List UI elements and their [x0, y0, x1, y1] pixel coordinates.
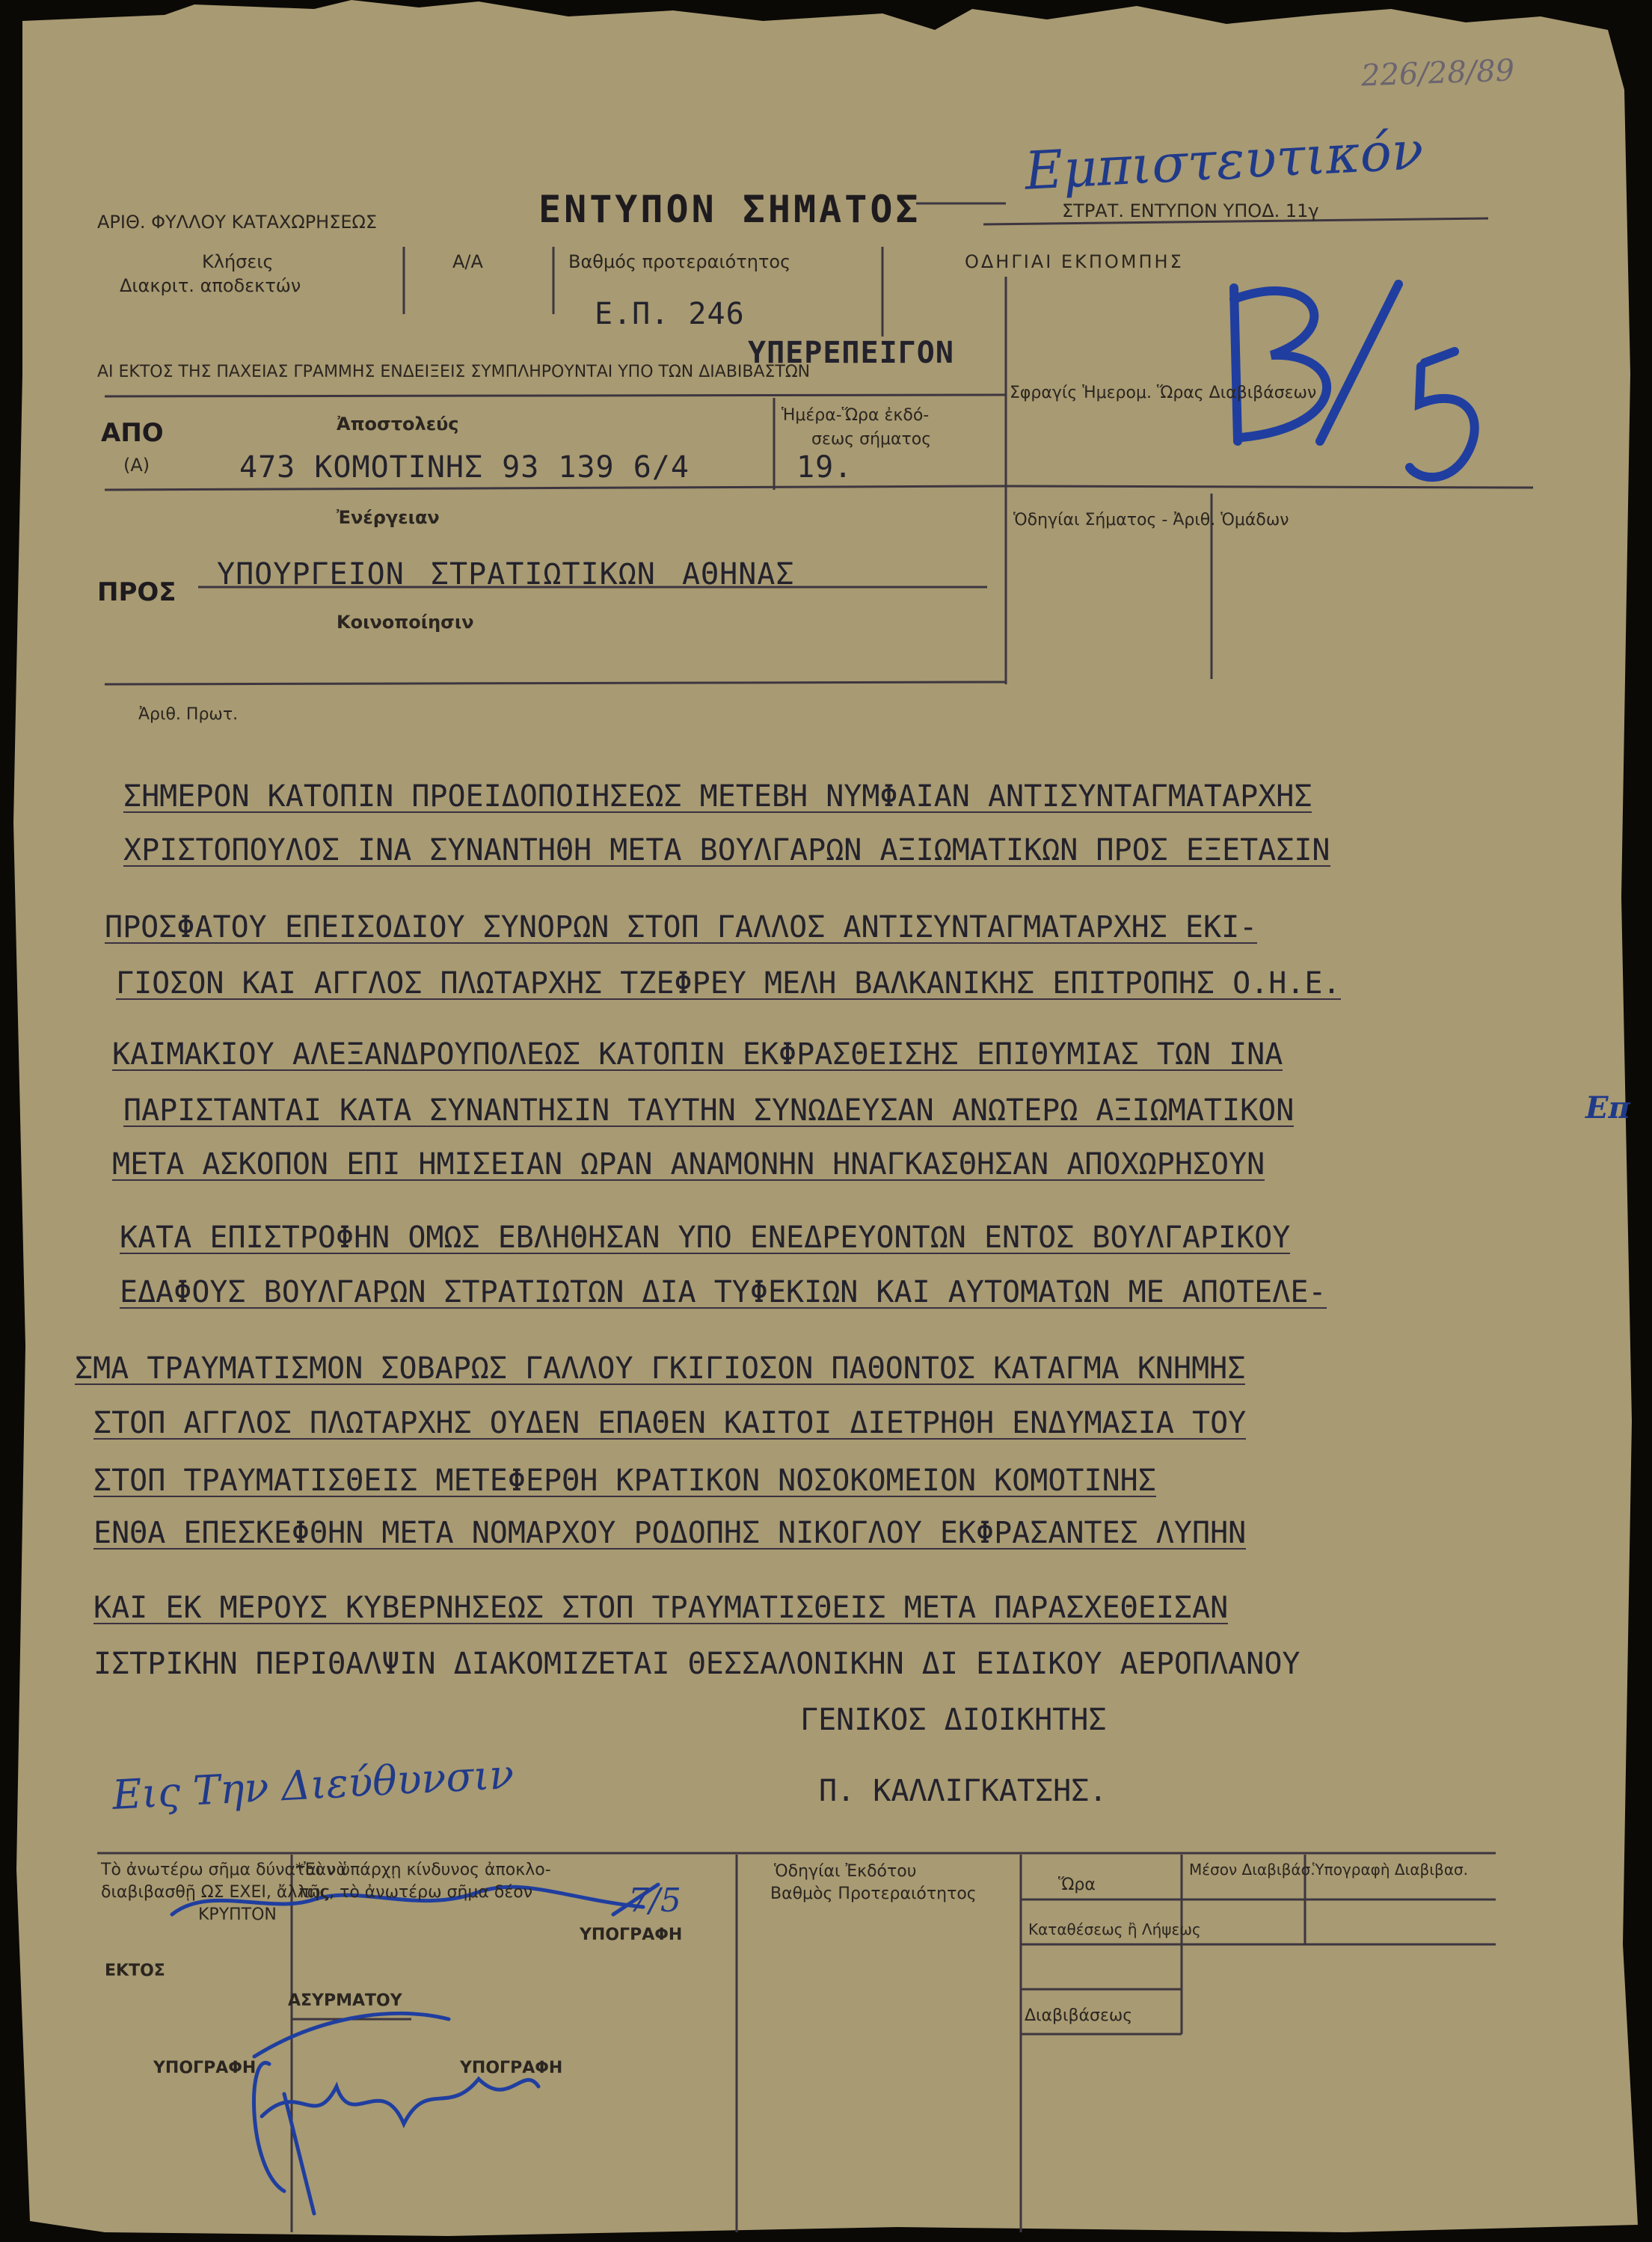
footer-receipt-label: Καταθέσεως ἢ Λήψεως [1028, 1920, 1201, 1938]
handwritten-date: 7/5 [628, 1882, 681, 1920]
signature-name: Π. ΚΑΛΛΙΓΚΑΤΣΗΣ. [819, 1774, 1108, 1808]
footer-c3-line2: Βαθμὸς Προτεραιότητος [770, 1885, 977, 1903]
message-line: ΓΙΟΣΟΝ ΚΑΙ ΑΓΓΛΟΣ ΠΛΩΤΑΡΧΗΣ ΤΖΕΦΡΕΥ ΜΕΛΗ ΒΑΛΚΑΝΙΚΗΣ ΕΠΙΤΡΟΠΗΣ Ο.Η.Ε. [116, 966, 1341, 1001]
form-title: ΕΝΤΥΠΟΝ ΣΗΜΑΤΟΣ [538, 188, 921, 231]
message-line: ΠΑΡΙΣΤΑΝΤΑΙ ΚΑΤΑ ΣΥΝΑΝΤΗΣΙΝ ΤΑΥΤΗΝ ΣΥΝΩΔΕΥΣΑΝ ΑΝΩΤΕΡΩ ΑΞΙΩΜΑΤΙΚΟΝ [123, 1093, 1295, 1128]
footer-medium-label: Μέσον Διαβιβάσ. [1189, 1861, 1315, 1879]
footer-c1-line2: διαβιβασθῇ ΩΣ ΕΧΕΙ, ἄλλως [101, 1883, 331, 1902]
datetime-value: 19. [796, 450, 853, 485]
message-line: ΕΔΑΦΟΥΣ ΒΟΥΛΓΑΡΩΝ ΣΤΡΑΤΙΩΤΩΝ ΔΙΑ ΤΥΦΕΚΙΩΝ ΚΑΙ ΑΥΤΟΜΑΤΩΝ ΜΕ ΑΠΟΤΕΛΕ- [120, 1275, 1327, 1309]
footer-c1-line1: Τὸ ἀνωτέρω σῆμα δύναται νὰ [101, 1861, 347, 1879]
transmitter-note: ΑΙ ΕΚΤΟΣ ΤΗΣ ΠΑΧΕΙΑΣ ΓΡΑΜΜΗΣ ΕΝΔΕΙΞΕΙΣ ΣΥΜΠΛΗΡΟΥΝΤΑΙ ΥΠΟ ΤΩΝ ΔΙΑΒΙΒΑΣΤΩΝ [97, 363, 811, 381]
message-line: ΠΡΟΣΦΑΤΟΥ ΕΠΕΙΣΟΔΙΟΥ ΣΥΝΟΡΩΝ ΣΤΟΠ ΓΑΛΛΟΣ ΑΝΤΙΣΥΝΤΑΓΜΑΤΑΡΧΗΣ ΕΚΙ- [105, 910, 1258, 945]
datetime-label-2: σεως σήματος [811, 430, 932, 449]
stamp-date-label: Σφραγίς Ἡμερομ. Ὥρας Διαβιβάσεων [1010, 384, 1317, 402]
priority-value: Ε.Π. 246 [595, 297, 745, 331]
handwritten-classification: Εμπιστευτικόν [1023, 120, 1425, 202]
sender-label: Ἀποστολεύς [337, 414, 459, 434]
footer-hour-label: Ὥρα [1058, 1876, 1096, 1894]
message-line: ΚΑΙ ΕΚ ΜΕΡΟΥΣ ΚΥΒΕΡΝΗΣΕΩΣ ΣΤΟΠ ΤΡΑΥΜΑΤΙΣΘΕΙΣ ΜΕΤΑ ΠΑΡΑΣΧΕΘΕΙΣΑΝ [93, 1591, 1229, 1625]
aa-label: Α/Α [452, 251, 483, 272]
footer-c2-line2: πῆς, τὸ ἀνωτέρω σῆμα δέον [299, 1883, 532, 1902]
footer-c2-line1: *Ἐὰν ὑπάρχῃ κίνδυνος ἀποκλο- [295, 1861, 551, 1879]
message-line: ΣΤΟΠ ΤΡΑΥΜΑΤΙΣΘΕΙΣ ΜΕΤΕΦΕΡΘΗ ΚΡΑΤΙΚΟΝ ΝΟΣΟΚΟΜΕΙΟΝ ΚΟΜΟΤΙΝΗΣ [93, 1464, 1156, 1498]
footer-transmit-label: Διαβιβάσεως [1025, 2006, 1133, 2025]
recipient-value: ΥΠΟΥΡΓΕΙΟΝ ΣΤΡΑΤΙΩΤΙΚΩΝ ΑΘΗΝΑΣ [217, 557, 795, 592]
footer-c1-ektos: ΕΚΤΟΣ [105, 1962, 165, 1980]
message-line: ΣΤΟΠ ΑΓΓΛΟΣ ΠΛΩΤΑΡΧΗΣ ΟΥΔΕΝ ΕΠΑΘΕΝ ΚΑΙΤΟΙ ΔΙΕΤΡΗΘΗ ΕΝΔΥΜΑΣΙΑ ΤΟΥ [93, 1406, 1247, 1440]
footer-c3-line1: Ὁδηγίαι Ἐκδότου [774, 1862, 917, 1881]
message-line: ΣΜΑ ΤΡΑΥΜΑΤΙΣΜΟΝ ΣΟΒΑΡΩΣ ΓΑΛΛΟΥ ΓΚΙΓΙΟΣΟΝ ΠΑΘΟΝΤΟΣ ΚΑΤΑΓΜΑ ΚΝΗΜΗΣ [75, 1351, 1246, 1386]
priority-label: Βαθμός προτεραιότητος [568, 251, 791, 272]
message-line: ΚΑΤΑ ΕΠΙΣΤΡΟΦΗΝ ΟΜΩΣ ΕΒΛΗΘΗΣΑΝ ΥΠΟ ΕΝΕΔΡΕΥΟΝΤΩΝ ΕΝΤΟΣ ΒΟΥΛΓΑΡΙΚΟΥ [120, 1220, 1291, 1255]
sender-value: 473 ΚΟΜΟΤΙΝΗΣ 93 139 6/4 [239, 450, 690, 485]
from-sub-label: (Α) [123, 455, 150, 476]
footer-c2-sign: ΥΠΟΓΡΑΦΗ [460, 2059, 563, 2077]
message-line: ΕΝΘΑ ΕΠΕΣΚΕΦΘΗΝ ΜΕΤΑ ΝΟΜΑΡΧΟΥ ΡΟΔΟΠΗΣ ΝΙΚΟΓΛΟΥ ΕΚΦΡΑΣΑΝΤΕΣ ΛΥΠΗΝ [93, 1516, 1247, 1550]
datetime-label-1: Ἡμέρα-Ὥρα ἐκδό- [782, 406, 930, 425]
to-label: ΠΡΟΣ [97, 577, 176, 607]
info-label: Κοινοποίησιν [337, 612, 474, 633]
signal-route-label: Ὁδηγίαι Σήματος - Ἀριθ. Ὁμάδων [1013, 511, 1289, 529]
message-line: ΚΑΙΜΑΚΙΟΥ ΑΛΕΞΑΝΔΡΟΥΠΟΛΕΩΣ ΚΑΤΟΠΙΝ ΕΚΦΡΑΣΘΕΙΣΗΣ ΕΠΙΘΥΜΙΑΣ ΤΩΝ ΙΝΑ [112, 1037, 1283, 1072]
footer-sign-label: Ὑπογραφὴ Διαβιβασ. [1312, 1861, 1469, 1879]
action-label: Ἐνέργειαν [337, 507, 440, 528]
message-line: ΣΗΜΕΡΟΝ ΚΑΤΟΠΙΝ ΠΡΟΕΙΔΟΠΟΙΗΣΕΩΣ ΜΕΤΕΒΗ ΝΥΜΦΑΙΑΝ ΑΝΤΙΣΥΝΤΑΓΜΑΤΑΡΧΗΣ [123, 779, 1312, 814]
message-line: ΧΡΙΣΤΟΠΟΥΛΟΣ ΙΝΑ ΣΥΝΑΝΤΗΘΗ ΜΕΤΑ ΒΟΥΛΓΑΡΩΝ ΑΞΙΩΜΑΤΙΚΩΝ ΠΡΟΣ ΕΞΕΤΑΣΙΝ [123, 833, 1330, 867]
signature-title: ΓΕΝΙΚΟΣ ΔΙΟΙΚΗΤΗΣ [800, 1703, 1107, 1737]
calls-sub-label: Διακριτ. αποδεκτών [120, 275, 301, 296]
from-label: ΑΠΟ [101, 418, 164, 448]
urgent-stamp: ΥΠΕΡΕΠΕΙΓΟΝ [748, 336, 954, 370]
calls-label: Κλήσεις [202, 251, 274, 272]
margin-note: Επ [1585, 1090, 1630, 1125]
archive-reference: 226/28/89 [1360, 53, 1515, 93]
message-line: ΙΣΤΡΙΚΗΝ ΠΕΡΙΘΑΛΨΙΝ ΔΙΑΚΟΜΙΖΕΤΑΙ ΘΕΣΣΑΛΟΝΙΚΗΝ ΔΙ ΕΙΔΙΚΟΥ ΑΕΡΟΠΛΑΝΟΥ [93, 1647, 1301, 1681]
handwritten-note: Εις Την Διεύθυνσιν [111, 1750, 515, 1819]
footer-c1-line3: ΚΡΥΠΤΟΝ [198, 1905, 277, 1924]
footer-c2-line3: ΥΠΟΓΡΑΦΗ [580, 1926, 683, 1944]
footer-c1-sign: ΥΠΟΓΡΑΦΗ [153, 2059, 257, 2077]
protocol-label: Ἀριθ. Πρωτ. [138, 705, 239, 724]
instructions-label: ΟΔΗΓΙΑΙ ΕΚΠΟΜΠΗΣ [965, 251, 1184, 272]
footer-c2-asym: ΑΣΥΡΜΑΤΟΥ [288, 1991, 402, 2010]
form-code: ΣΤΡΑΤ. ΕΝΤΥΠΟΝ ΥΠΟΔ. 11γ [1062, 200, 1319, 221]
form-number-label: ΑΡΙΘ. ΦΥΛΛΟΥ ΚΑΤΑΧΩΡΗΣΕΩΣ [97, 212, 378, 233]
message-line: ΜΕΤΑ ΑΣΚΟΠΟΝ ΕΠΙ ΗΜΙΣΕΙΑΝ ΩΡΑΝ ΑΝΑΜΟΝΗΝ ΗΝΑΓΚΑΣΘΗΣΑΝ ΑΠΟΧΩΡΗΣΟΥΝ [112, 1147, 1265, 1182]
